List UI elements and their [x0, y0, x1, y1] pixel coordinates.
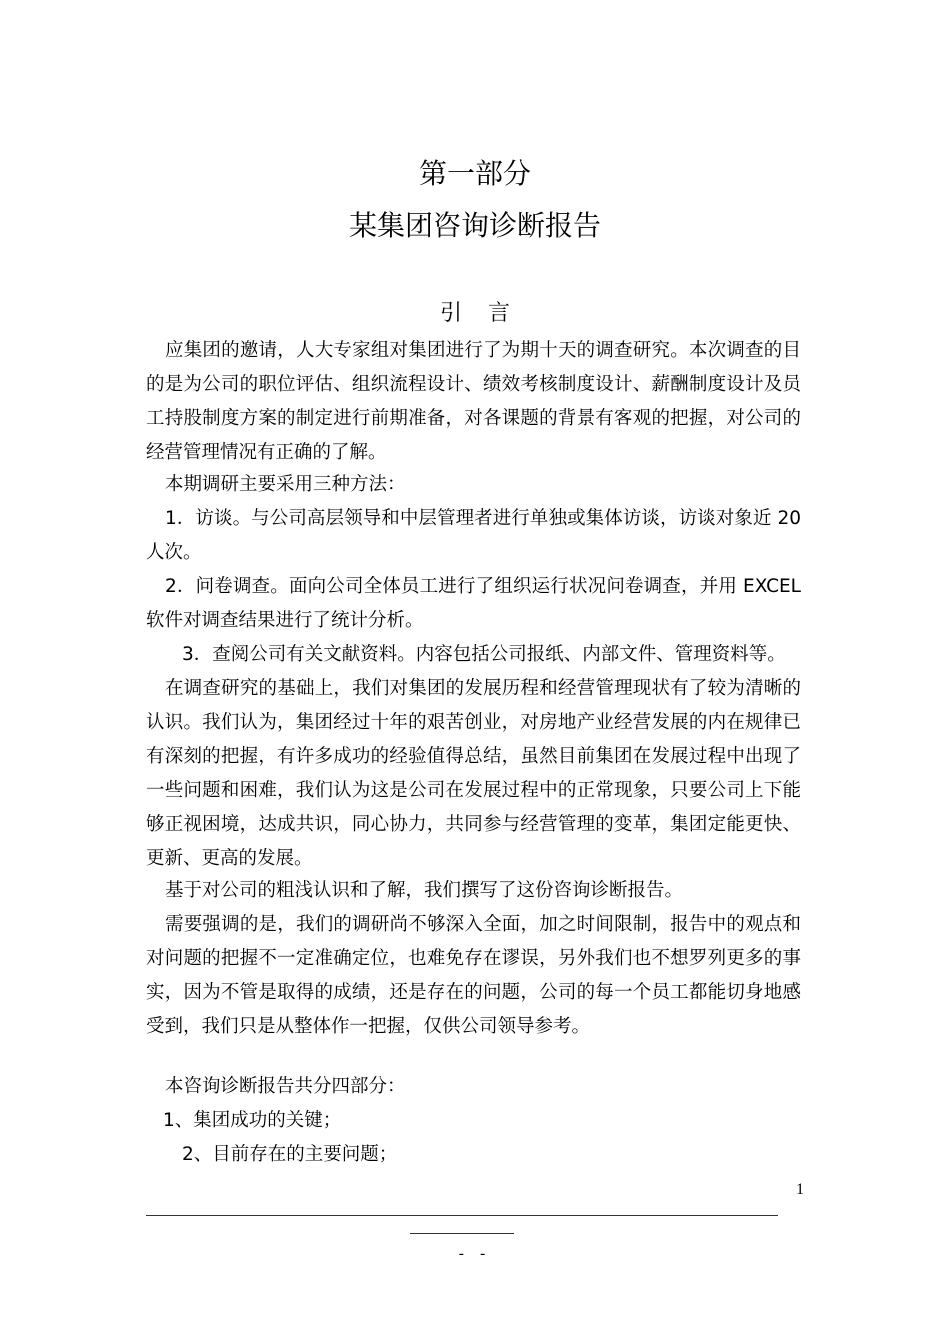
section-heading: 引言 [439, 301, 536, 326]
list-item: 1、集团成功的关键； [163, 1110, 342, 1131]
page-number: 1 [796, 1181, 804, 1198]
method-2-paragraph: 2．问卷调查。面向公司全体员工进行了组织运行状况问卷调查，并用 EXCEL 软件对调查结果进行了统计分析。 [146, 576, 801, 631]
method-3-paragraph: 3．查阅公司有关文献资料。内容包括公司报纸、内部文件、管理资料等。 [182, 644, 786, 665]
purpose-paragraph: 基于对公司的粗浅认识和了解，我们撰写了这份咨询诊断报告。 [165, 880, 684, 901]
footer-divider [146, 1215, 778, 1216]
list-item: 2、目前存在的主要问题； [182, 1144, 398, 1165]
footer-mark: - - [458, 1245, 492, 1262]
footer-short-divider [410, 1233, 514, 1234]
structure-intro: 本咨询诊断报告共分四部分： [165, 1076, 406, 1097]
caveat-paragraph: 需要强调的是，我们的调研尚不够深入全面，加之时间限制，报告中的观点和对问题的把握不一定准确定位，也难免存在谬误，另外我们也不想罗列更多的事实，因为不管是取得的成绩，还是存在的问题，公司的每一个员工都能切身地感受到，我们只是从整体作一把握，仅供公司领导参考。 [146, 914, 801, 1037]
methods-intro: 本期调研主要采用三种方法： [165, 474, 406, 495]
part-heading: 第一部分 [418, 157, 531, 190]
findings-paragraph: 在调查研究的基础上，我们对集团的发展历程和经营管理现状有了较为清晰的认识。我们认为，集团经过十年的艰苦创业，对房地产业经营发展的内在规律已有深刻的把握，有许多成功的经验值得总结，虽然目前集团在发展过程中出现了一些问题和困难，我们认为这是公司在发展过程中的正常现象，只要公司上下能够正视困境，达成共识，同心协力，共同参与经营管理的变革，集团定能更快、更新、更高的发展。 [146, 678, 801, 869]
report-title: 某集团咨询诊断报告 [348, 209, 601, 242]
intro-paragraph: 应集团的邀请，人大专家组对集团进行了为期十天的调查研究。本次调查的目的是为公司的职位评估、组织流程设计、绩效考核制度设计、薪酬制度设计及员工持股制度方案的制定进行前期准备，对各课题的背景有客观的把握，对公司的经营管理情况有正确的了解。 [146, 340, 801, 463]
method-1-paragraph: 1．访谈。与公司高层领导和中层管理者进行单独或集体访谈，访谈对象近 20 人次。 [146, 508, 801, 563]
